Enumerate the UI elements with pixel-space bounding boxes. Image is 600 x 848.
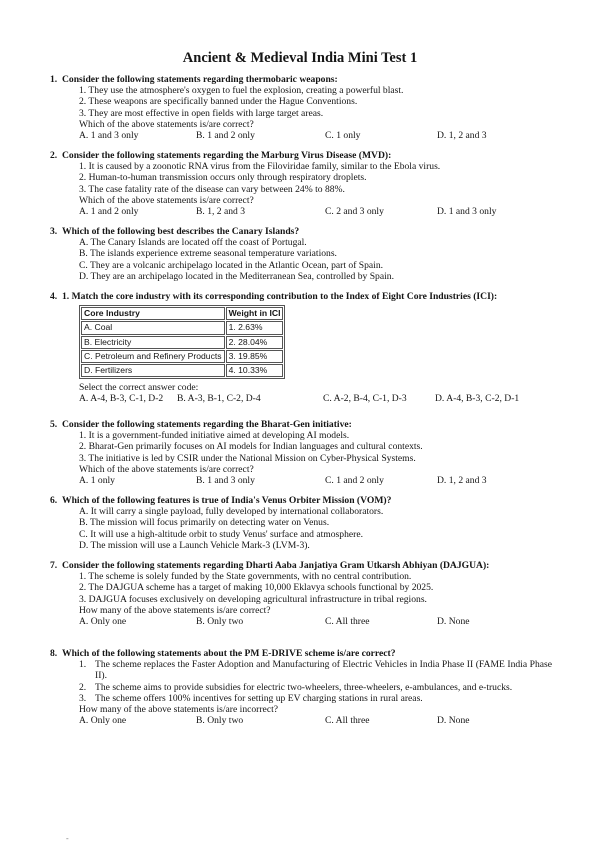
question-number: 1. [50, 74, 58, 85]
question-text: Which of the following statements about the PM E-DRIVE scheme is/are correct? [62, 648, 396, 659]
header-core-industry: Core Industry [81, 307, 225, 320]
statement: 2. These weapons are specifically banned under the Hague Conventions. [79, 96, 358, 108]
option-a: A. 1 and 3 only [79, 130, 139, 142]
question-7 [50, 560, 552, 628]
option-d: D. They are an archipelago located in the Mediterranean Sea, controlled by Spain. [79, 270, 394, 282]
table-cell: 2. 28.04% [226, 336, 284, 349]
question-4 [50, 291, 552, 405]
statement: 2. Bharat-Gen primarily focuses on AI models for Indian languages and cultural contexts. [79, 441, 423, 453]
table-row [81, 321, 283, 334]
statement-text: The scheme aims to provide subsidies for electric two-wheelers, three-wheelers, e-ambulances, and e-trucks. [95, 681, 513, 693]
question-text: Consider the following statements regarding the Marburg Virus Disease (MVD): [62, 150, 392, 161]
statement: 3. The initiative is led by CSIR under the National Mission on Cyber-Physical Systems. [79, 452, 416, 464]
option-b: B. The islands experience extreme seasonal temperature variations. [79, 248, 337, 260]
statement [79, 693, 552, 704]
header-weight: Weight in ICI [226, 307, 284, 320]
statement: 1. It is a government-funded initiative aimed at developing AI models. [79, 430, 350, 442]
table-header-row [81, 307, 283, 320]
table-cell: B. Electricity [81, 336, 225, 349]
statement-text: The scheme replaces the Faster Adoption and Manufacturing of Electric Vehicles in India Phase II (FAME India Phase II). [95, 659, 552, 682]
answer-options [79, 715, 552, 726]
question-number: 4. [50, 291, 58, 302]
statement-text: The scheme offers 100% incentives for setting up EV charging stations in rural areas. [95, 692, 423, 704]
option-c: C. They are a volcanic archipelago located in the Atlantic Ocean, part of Spain. [79, 259, 384, 271]
statement-number: 2. [79, 681, 87, 693]
question-1 [50, 74, 552, 142]
option-c: C. All three [325, 715, 370, 727]
option-a: A. Only one [79, 616, 127, 628]
statement: 2. The DAJGUA scheme has a target of making 10,000 Eklavya schools functional by 2025. [79, 582, 434, 594]
option-a: A. The Canary Islands are located off the coast of Portugal. [79, 237, 307, 249]
option-d: D. 1 and 3 only [437, 206, 497, 218]
option-b: B. The mission will focus primarily on detecting water on Venus. [79, 517, 330, 529]
answer-options [79, 475, 552, 486]
statement-number: 3. [79, 692, 87, 704]
question-text: Which of the following features is true of India's Venus Orbiter Mission (VOM)? [62, 495, 392, 506]
option-b: B. Only two [196, 616, 244, 628]
statement: 1. They use the atmosphere's oxygen to fuel the explosion, creating a powerful blast. [79, 85, 404, 97]
core-industry-table [79, 305, 285, 379]
question-text: Consider the following statements regarding the Bharat-Gen initiative: [62, 419, 352, 430]
question-text: Consider the following statements regarding Dharti Aaba Janjatiya Gram Utkarsh Abhiyan (DAJGUA): [62, 560, 490, 571]
option-d: D. The mission will use a Launch Vehicle Mark-3 (LVM-3). [79, 539, 310, 551]
question-2 [50, 150, 552, 218]
question-prompt: Which of the above statements is/are correct? [79, 194, 254, 206]
option-a: A. It will carry a single payload, fully developed by international collaborators. [79, 506, 384, 518]
option-c: C. All three [325, 616, 370, 628]
table-row [81, 350, 283, 363]
question-5 [50, 419, 552, 487]
question-prompt: How many of the above statements is/are incorrect? [79, 704, 278, 716]
question-8 [50, 648, 552, 727]
option-c: C. 1 and 2 only [325, 475, 384, 487]
answer-options [79, 206, 552, 217]
option-a: A. Only one [79, 715, 127, 727]
option-c: C. 1 only [325, 130, 361, 142]
statement: 3. They are most effective in open fields with large target areas. [79, 107, 324, 119]
question-number: 3. [50, 226, 58, 237]
statement: 1. The scheme is solely funded by the State governments, with no central contribution. [79, 571, 412, 583]
page-mark: - [66, 834, 69, 843]
question-number: 6. [50, 495, 58, 506]
option-a: A. 1 and 2 only [79, 206, 139, 218]
table-cell: C. Petroleum and Refinery Products [81, 350, 225, 363]
question-6 [50, 495, 552, 551]
option-b: B. Only two [196, 715, 244, 727]
option-d: D. None [437, 715, 470, 727]
question-prompt: Which of the above statements is/are correct? [79, 118, 254, 130]
statement: 1. It is caused by a zoonotic RNA virus from the Filoviridae family, similar to the Ebola virus. [79, 161, 441, 173]
page-title: Ancient & Medieval India Mini Test 1 [182, 50, 418, 66]
option-d: D. 1, 2 and 3 [437, 130, 487, 142]
question-prompt: How many of the above statements is/are correct? [79, 604, 271, 616]
question-text: Consider the following statements regarding thermobaric weapons: [62, 74, 338, 85]
answer-options [79, 130, 552, 141]
option-c: C. It will use a high-altitude orbit to study Venus' surface and atmosphere. [79, 528, 363, 540]
question-prompt: Which of the above statements is/are correct? [79, 463, 254, 475]
option-c: C. 2 and 3 only [325, 206, 384, 218]
statement [79, 659, 552, 681]
question-prompt: Select the correct answer code: [79, 382, 199, 394]
option-b: B. A-3, B-1, C-2, D-4 [177, 393, 261, 405]
option-b: B. 1 and 2 only [196, 130, 255, 142]
option-d: D. 1, 2 and 3 [437, 475, 487, 487]
statement: 3. DAJGUA focuses exclusively on developing agricultural infrastructure in tribal regions. [79, 593, 427, 605]
option-b: B. 1, 2 and 3 [196, 206, 246, 218]
table-row [81, 336, 283, 349]
option-a: A. A-4, B-3, C-1, D-2 [79, 393, 164, 405]
option-a: A. 1 only [79, 475, 115, 487]
statement [79, 682, 552, 693]
question-number: 7. [50, 560, 58, 571]
answer-options [79, 393, 552, 404]
table-cell: A. Coal [81, 321, 225, 334]
question-number: 8. [50, 648, 58, 659]
question-3 [50, 226, 552, 282]
answer-options [79, 616, 552, 627]
question-number: 5. [50, 419, 58, 430]
option-d: D. None [437, 616, 470, 628]
option-b: B. 1 and 3 only [196, 475, 255, 487]
statement-number: 1. [79, 659, 87, 671]
option-d: D. A-4, B-3, C-2, D-1 [435, 393, 520, 405]
question-text: Which of the following best describes the Canary Islands? [62, 226, 300, 237]
option-c: C. A-2, B-4, C-1, D-3 [323, 393, 407, 405]
table-cell: 4. 10.33% [226, 364, 284, 377]
table-cell: 3. 19.85% [226, 350, 284, 363]
table-cell: 1. 2.63% [226, 321, 284, 334]
statement: 3. The case fatality rate of the disease can vary between 24% to 88%. [79, 183, 345, 195]
table-row [81, 364, 283, 377]
question-number: 2. [50, 150, 58, 161]
question-text: 1. Match the core industry with its corresponding contribution to the Index of Eight Core Industries (ICI): [62, 291, 498, 302]
table-cell: D. Fertilizers [81, 364, 225, 377]
statement: 2. Human-to-human transmission occurs only through respiratory droplets. [79, 172, 367, 184]
